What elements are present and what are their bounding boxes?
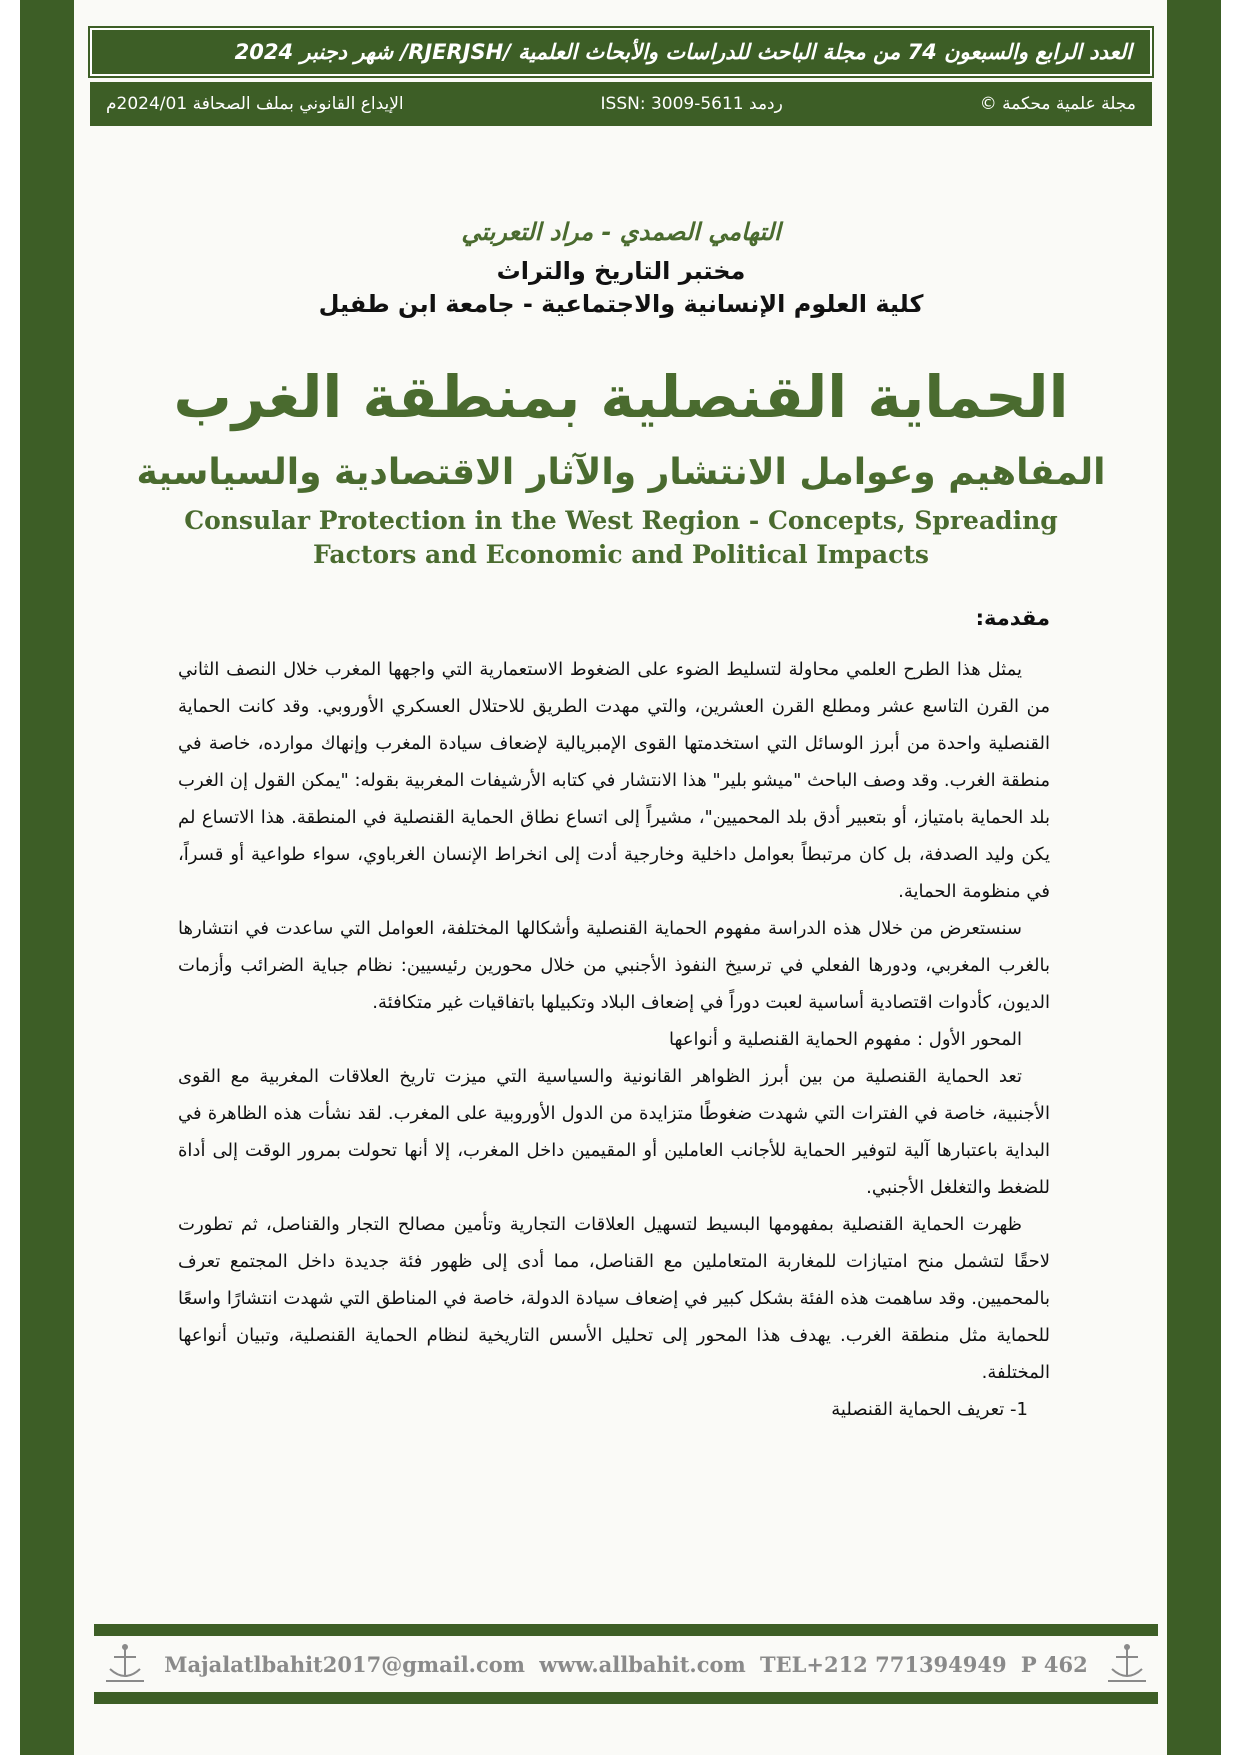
article-subtitle-arabic: المفاهيم وعوامل الانتشار والآثار الاقتصادية والسياسية	[136, 452, 1106, 493]
footer-email[interactable]: Majalatlbahit2017@gmail.com	[164, 1651, 525, 1677]
article-authors: التهامي الصمدي - مراد التعربتي	[461, 218, 781, 246]
list-item-definition: 1- تعريف الحماية القنصلية	[831, 1399, 1028, 1420]
footer-page-number: P 462	[1020, 1651, 1088, 1677]
article-title-english	[90, 504, 1152, 572]
article-title-arabic: الحماية القنصلية بمنطقة الغرب	[173, 363, 1069, 431]
footer-website[interactable]: www.allbahit.com	[539, 1651, 746, 1677]
article-lab: مختبر التاريخ والتراث	[496, 257, 746, 285]
left-border-bar	[20, 0, 74, 1755]
journal-logo-icon	[100, 1641, 150, 1687]
header-issn: ردمد ISSN: 3009-5611	[600, 94, 783, 114]
right-border-bar	[1167, 0, 1221, 1755]
header-journal-type: مجلة علمية محكمة ©	[979, 94, 1136, 114]
paragraph-intro-1: يمثل هذا الطرح العلمي محاولة لتسليط الضوء على الضغوط الاستعمارية التي واجهها المغرب خلال النصف الثاني من القرن التاسع عشر ومطلع القرن العشرين، والتي مهدت الطريق للاحتلال العسكري الأوروبي. وقد كانت الحماية القنصلية واحدة من أبرز الوسائل التي استخدمتها القوى الإمبريالية لإضعاف سيادة المغرب وإنهاك موارده، خاصة في منطقة الغرب. وقد وصف الباحث "ميشو بلير" هذا الانتشار في كتابه الأرشيفات المغربية بقوله: "يمكن القول إن الغرب بلد الحماية بامتياز، أو بتعبير أدق بلد المحميين"، مشيراً إلى اتساع نطاق الحماية القنصلية في المنطقة. هذا الاتساع لم يكن وليد الصدفة، بل كان مرتبطاً بعوامل داخلية وخارجية أدت إلى انخراط الإنسان الغرباوي، سواء طواعية أو قسراً، في منظومة الحماية.	[178, 659, 1050, 902]
footer-top-bar	[94, 1624, 1158, 1636]
header-issue-line: العدد الرابع والسبعون 74 من مجلة الباحث للدراسات والأبحاث العلمية /RJERJSH/ شهر دجنبر 2024	[234, 40, 1132, 64]
header-legal-deposit: الإيداع القانوني بملف الصحافة 2024/01م	[106, 94, 404, 114]
title-english-line-1: Consular Protection in the West Region - Concepts, Spreading	[184, 506, 1058, 535]
intro-heading: مقدمة:	[975, 606, 1050, 630]
header-issue-band	[90, 28, 1152, 76]
title-english-line-2: Factors and Economic and Political Impacts	[313, 540, 929, 569]
footer-bottom-bar	[94, 1692, 1158, 1704]
footer-contact-row	[94, 1636, 1158, 1692]
article-body	[178, 600, 1050, 1428]
header-info-band	[90, 82, 1152, 126]
axis-one-heading: المحور الأول : مفهوم الحماية القنصلية و أنواعها	[669, 1029, 1022, 1050]
paragraph-axis-1: تعد الحماية القنصلية من بين أبرز الظواهر القانونية والسياسية التي ميزت تاريخ العلاقات المغربية مع القوى الأجنبية، خاصة في الفترات التي شهدت ضغوطًا متزايدة من الدول الأوروبية على المغرب. لقد نشأت هذه الظاهرة في البداية باعتبارها آلية لتوفير الحماية للأجانب العاملين أو المقيمين داخل المغرب، إلا أنها تحولت بمرور الوقت إلى أداة للضغط والتغلغل الأجنبي.	[178, 1066, 1050, 1198]
article-faculty: كلية العلوم الإنسانية والاجتماعية - جامعة ابن طفيل	[318, 290, 924, 318]
paragraph-axis-2: ظهرت الحماية القنصلية بمفهومها البسيط لتسهيل العلاقات التجارية وتأمين مصالح التجار والقناصل، ثم تطورت لاحقًا لتشمل منح امتيازات للمغاربة المتعاملين مع القناصل، مما أدى إلى ظهور فئة جديدة داخل المجتمع تعرف بالمحميين. وقد ساهمت هذه الفئة بشكل كبير في إضعاف سيادة الدولة، خاصة في المناطق التي شهدت انتشارًا واسعًا للحماية مثل منطقة الغرب. يهدف هذا المحور إلى تحليل الأسس التاريخية لنظام الحماية القنصلية، وتبيان أنواعها المختلفة.	[178, 1214, 1050, 1383]
footer-phone: TEL+212 771394949	[759, 1651, 1007, 1677]
paragraph-intro-2: سنستعرض من خلال هذه الدراسة مفهوم الحماية القنصلية وأشكالها المختلفة، العوامل التي ساعدت في انتشارها بالغرب المغربي، ودورها الفعلي في ترسيخ النفوذ الأجنبي من خلال محورين رئيسيين: نظام جباية الضرائب وأزمات الديون، كأدوات اقتصادية أساسية لعبت دوراً في إضعاف البلاد وتكبيلها باتفاقيات غير متكافئة.	[178, 918, 1050, 1013]
journal-logo-icon	[1102, 1641, 1152, 1687]
